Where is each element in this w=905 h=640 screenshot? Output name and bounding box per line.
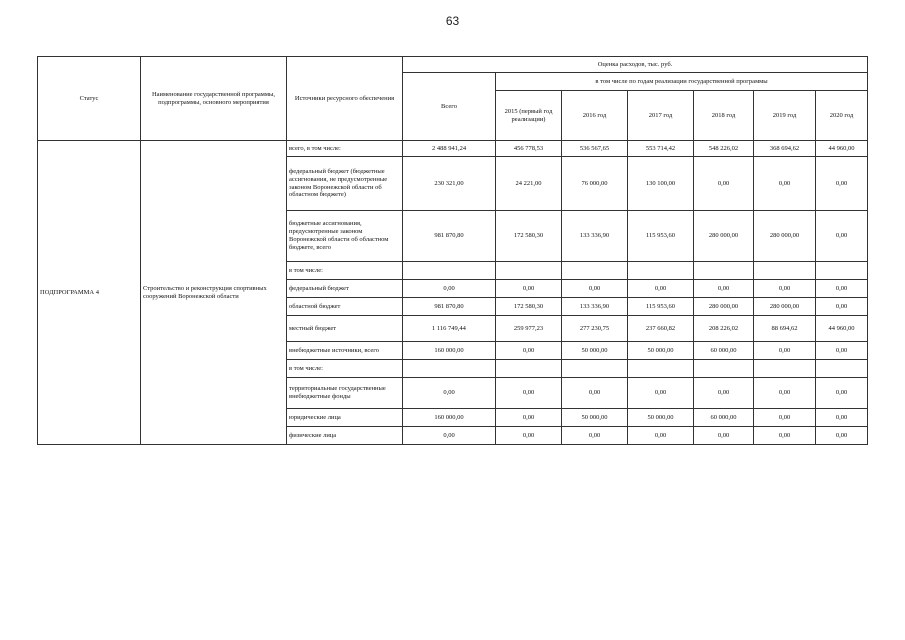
value-year-cell: 130 100,00	[628, 157, 694, 211]
header-year-2018: 2018 год	[694, 91, 754, 141]
value-year-cell: 172 580,30	[496, 298, 562, 316]
source-cell: территориальные государственные внебюджетные фонды	[287, 378, 403, 409]
header-source: Источники ресурсного обеспечения	[287, 57, 403, 141]
header-total: Всего	[403, 73, 496, 141]
value-year-cell: 50 000,00	[562, 409, 628, 427]
value-year-cell: 76 000,00	[562, 157, 628, 211]
value-year-cell: 536 567,65	[562, 141, 628, 157]
value-year-cell: 0,00	[694, 378, 754, 409]
header-year-2019: 2019 год	[754, 91, 816, 141]
value-year-cell: 277 230,75	[562, 316, 628, 342]
value-year-cell: 0,00	[754, 342, 816, 360]
value-year-cell: 133 336,90	[562, 211, 628, 262]
value-year-cell: 0,00	[628, 378, 694, 409]
value-year-cell: 280 000,00	[694, 298, 754, 316]
value-year-cell: 115 953,60	[628, 298, 694, 316]
value-year-cell: 0,00	[816, 427, 868, 445]
source-cell: в том числе:	[287, 262, 403, 280]
value-year-cell: 0,00	[628, 427, 694, 445]
value-year-cell	[816, 360, 868, 378]
value-year-cell: 24 221,00	[496, 157, 562, 211]
value-total-cell: 2 488 941,24	[403, 141, 496, 157]
value-total-cell	[403, 360, 496, 378]
value-year-cell: 259 977,23	[496, 316, 562, 342]
value-year-cell: 280 000,00	[754, 298, 816, 316]
header-name: Наименование государственной программы, подпрограммы, основного мероприятия	[141, 57, 287, 141]
value-year-cell: 50 000,00	[562, 342, 628, 360]
header-year-2017: 2017 год	[628, 91, 694, 141]
value-year-cell	[496, 262, 562, 280]
value-year-cell: 0,00	[816, 298, 868, 316]
value-year-cell: 208 226,02	[694, 316, 754, 342]
value-year-cell	[628, 360, 694, 378]
value-year-cell: 368 694,62	[754, 141, 816, 157]
value-year-cell: 0,00	[562, 280, 628, 298]
value-year-cell: 0,00	[754, 427, 816, 445]
value-year-cell: 50 000,00	[628, 342, 694, 360]
header-including-years: в том числе по годам реализации государственной программы	[496, 73, 868, 91]
value-total-cell	[403, 262, 496, 280]
value-year-cell: 115 953,60	[628, 211, 694, 262]
value-year-cell: 548 226,02	[694, 141, 754, 157]
value-year-cell: 44 960,00	[816, 316, 868, 342]
value-year-cell: 0,00	[816, 280, 868, 298]
value-year-cell: 0,00	[754, 157, 816, 211]
value-year-cell	[754, 360, 816, 378]
value-year-cell: 553 714,42	[628, 141, 694, 157]
value-year-cell: 0,00	[754, 378, 816, 409]
value-year-cell: 0,00	[496, 427, 562, 445]
value-total-cell: 0,00	[403, 280, 496, 298]
source-cell: областной бюджет	[287, 298, 403, 316]
value-year-cell: 0,00	[816, 378, 868, 409]
value-year-cell: 133 336,90	[562, 298, 628, 316]
header-year-2015: 2015 (первый год реализации)	[496, 91, 562, 141]
value-year-cell: 0,00	[816, 409, 868, 427]
value-year-cell: 280 000,00	[754, 211, 816, 262]
value-total-cell: 981 870,80	[403, 211, 496, 262]
value-year-cell: 172 580,30	[496, 211, 562, 262]
value-year-cell	[496, 360, 562, 378]
source-cell: в том числе:	[287, 360, 403, 378]
value-year-cell: 0,00	[496, 378, 562, 409]
source-cell: федеральный бюджет (бюджетные ассигнования, не предусмотренные законом Воронежской области об областном бюджете)	[287, 157, 403, 211]
page-number: 63	[445, 14, 460, 28]
value-year-cell: 0,00	[628, 280, 694, 298]
subprogram-name: Строительство и реконструкция спортивных сооружений Воронежской области	[141, 141, 287, 445]
budget-table	[37, 56, 868, 445]
value-year-cell: 0,00	[496, 409, 562, 427]
source-cell: бюджетные ассигнования, предусмотренные законом Воронежской области об областном бюджете, всего	[287, 211, 403, 262]
value-year-cell	[562, 262, 628, 280]
header-status: Статус	[38, 57, 141, 141]
table-row	[38, 141, 868, 157]
value-total-cell: 0,00	[403, 378, 496, 409]
value-year-cell: 0,00	[694, 280, 754, 298]
value-total-cell: 160 000,00	[403, 409, 496, 427]
header-year-2016: 2016 год	[562, 91, 628, 141]
source-cell: федеральный бюджет	[287, 280, 403, 298]
value-year-cell: 0,00	[562, 427, 628, 445]
value-year-cell	[628, 262, 694, 280]
value-year-cell: 237 660,82	[628, 316, 694, 342]
header-year-2020: 2020 год	[816, 91, 868, 141]
value-year-cell: 60 000,00	[694, 409, 754, 427]
value-total-cell: 1 116 749,44	[403, 316, 496, 342]
value-year-cell: 280 000,00	[694, 211, 754, 262]
value-year-cell: 0,00	[816, 211, 868, 262]
value-year-cell: 0,00	[754, 280, 816, 298]
value-year-cell: 50 000,00	[628, 409, 694, 427]
value-year-cell	[562, 360, 628, 378]
value-year-cell: 456 778,53	[496, 141, 562, 157]
subprogram-status: ПОДПРОГРАММА 4	[38, 141, 141, 445]
value-year-cell: 0,00	[562, 378, 628, 409]
source-cell: юридические лица	[287, 409, 403, 427]
value-year-cell: 0,00	[694, 157, 754, 211]
value-year-cell: 0,00	[496, 280, 562, 298]
value-year-cell: 0,00	[816, 157, 868, 211]
value-year-cell: 0,00	[694, 427, 754, 445]
header-estimate: Оценка расходов, тыс. руб.	[403, 57, 868, 73]
source-cell: внебюджетные источники, всего	[287, 342, 403, 360]
value-year-cell	[694, 262, 754, 280]
source-cell: всего, в том числе:	[287, 141, 403, 157]
value-year-cell: 0,00	[496, 342, 562, 360]
value-total-cell: 160 000,00	[403, 342, 496, 360]
value-year-cell: 44 960,00	[816, 141, 868, 157]
value-year-cell	[816, 262, 868, 280]
value-year-cell: 88 694,62	[754, 316, 816, 342]
value-year-cell	[694, 360, 754, 378]
value-total-cell: 0,00	[403, 427, 496, 445]
value-year-cell	[754, 262, 816, 280]
value-year-cell: 0,00	[754, 409, 816, 427]
value-total-cell: 230 321,00	[403, 157, 496, 211]
value-year-cell: 60 000,00	[694, 342, 754, 360]
source-cell: местный бюджет	[287, 316, 403, 342]
value-year-cell: 0,00	[816, 342, 868, 360]
source-cell: физические лица	[287, 427, 403, 445]
value-total-cell: 981 870,80	[403, 298, 496, 316]
